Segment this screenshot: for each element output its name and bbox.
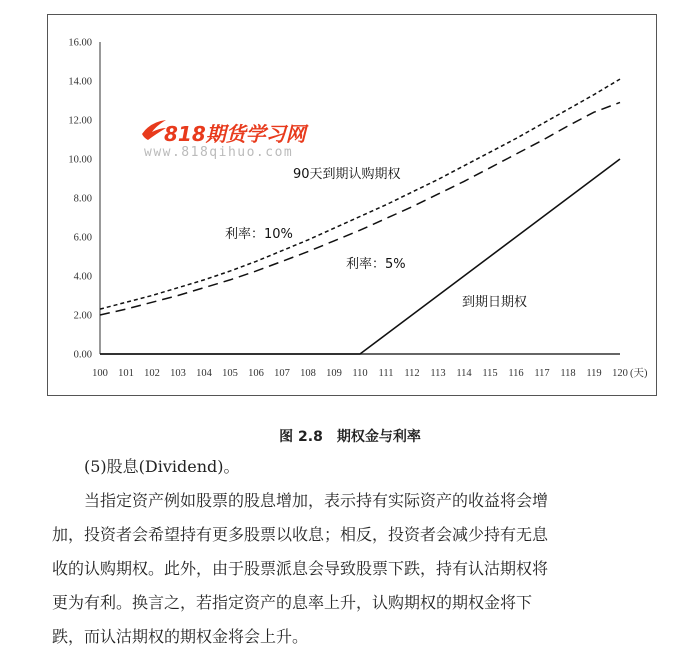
paragraph-line-1: 当指定资产例如股票的股息增加，表示持有实际资产的收益将会增 [84,491,549,510]
y-tick-label: 0.00 [73,349,92,361]
x-tick-label: 113 [430,368,446,379]
x-tick-label: 119 [586,368,602,379]
x-tick-label: 103 [170,368,186,379]
x-tick-label: 105 [222,368,238,379]
x-tick-label: 102 [144,368,160,379]
series-line-1 [100,79,620,309]
x-tick-label: 104 [196,368,212,379]
paragraph-line-3: 收的认购期权。此外，由于股票派息会导致股票下跌，持有认沽期权将 [52,559,549,578]
y-tick-label: 8.00 [73,193,92,205]
watermark-url: www.818qihuo.com [144,145,294,160]
paragraph-line-2: 加，投资者会希望持有更多股票以收息；相反，投资者会减少持有无息 [52,525,549,544]
y-tick-label: 12.00 [68,115,92,127]
x-tick-label: 111 [378,368,394,379]
chart-axes [100,42,620,354]
annotation-rate-5: 利率：5% [346,257,406,272]
y-tick-label: 10.00 [68,154,92,166]
y-tick-label: 6.00 [73,232,92,244]
x-unit-label: (天) [630,368,648,379]
x-tick-label: 109 [326,368,342,379]
annotation-90-day-call: 90天到期认购期权 [293,167,401,182]
paragraph-line-4: 更为有利。换言之，若指定资产的息率上升，认购期权的期权金将下 [52,593,533,612]
annotation-rate-10: 利率：10% [225,227,293,242]
y-tick-labels [68,38,92,361]
y-tick-label: 2.00 [73,310,92,322]
x-tick-label: 101 [118,368,134,379]
x-tick-label: 107 [274,368,290,379]
paragraph-line-5: 跌，而认沽期权的期权金将会上升。 [52,627,309,646]
section-title: (5)股息(Dividend)。 [84,457,240,476]
x-tick-label: 100 [92,368,108,379]
annotation-expiry-option: 到期日期权 [462,295,528,310]
x-tick-label: 112 [404,368,420,379]
x-tick-label: 106 [248,368,264,379]
x-tick-label: 108 [300,368,316,379]
y-tick-label: 14.00 [68,76,92,88]
x-tick-labels [92,367,648,379]
x-tick-label: 114 [456,368,472,379]
x-tick-label: 117 [534,368,550,379]
x-tick-label: 115 [482,368,498,379]
x-tick-label: 116 [508,368,524,379]
y-tick-label: 16.00 [68,37,92,49]
x-tick-label: 110 [352,368,368,379]
figure-caption: 图 2.8 期权金与利率 [279,429,421,445]
watermark-brand: 818期货学习网 [164,122,306,146]
x-tick-label: 118 [560,368,576,379]
y-tick-label: 4.00 [73,271,92,283]
x-tick-label: 120 [612,368,628,379]
